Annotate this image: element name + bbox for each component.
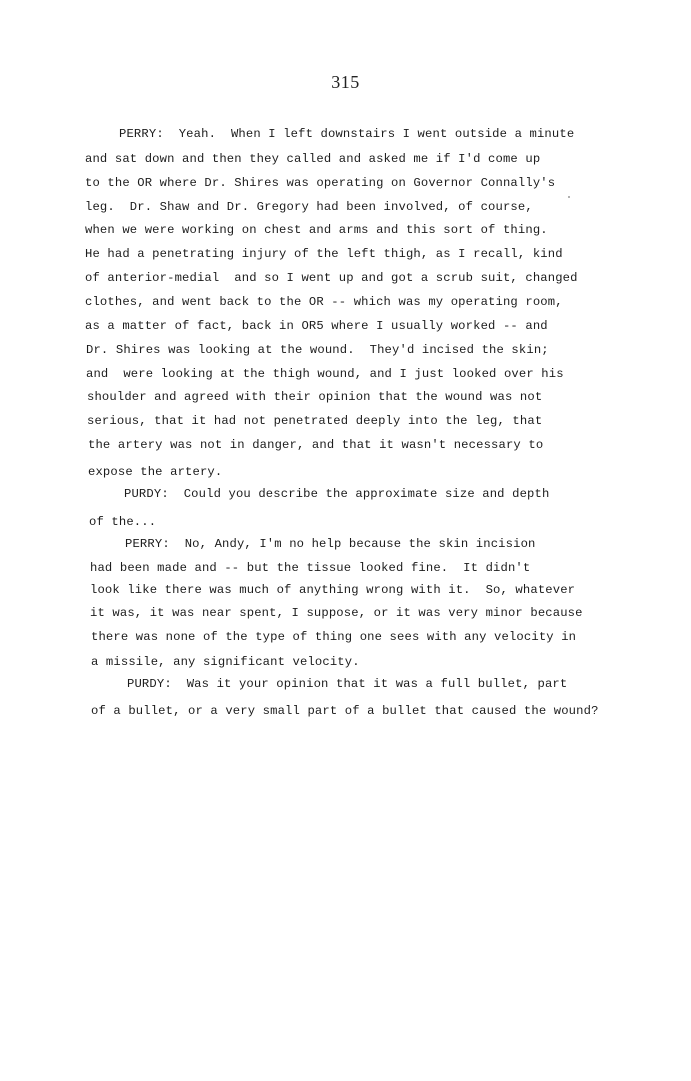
text-line-9: as a matter of fact, back in OR5 where I usually worked -- and <box>85 319 548 333</box>
scan-speck <box>568 196 570 198</box>
text-line-15: expose the artery. <box>88 465 223 479</box>
text-line-5: when we were working on chest and arms and this sort of thing. <box>85 223 548 237</box>
text-line-8: clothes, and went back to the OR -- which was my operating room, <box>85 295 563 309</box>
text-line-6: He had a penetrating injury of the left thigh, as I recall, kind <box>85 247 563 261</box>
text-line-3: to the OR where Dr. Shires was operating on Governor Connally's <box>85 176 556 190</box>
text-line-17: of the... <box>89 515 157 529</box>
text-line-16: PURDY: Could you describe the approximate size and depth <box>124 487 550 501</box>
text-line-14: the artery was not in danger, and that it wasn't necessary to <box>88 438 544 452</box>
text-line-12: shoulder and agreed with their opinion that the wound was not <box>87 390 543 404</box>
page-number: 315 <box>331 72 360 92</box>
text-line-19: had been made and -- but the tissue looked fine. It didn't <box>90 561 531 575</box>
text-line-21: it was, it was near spent, I suppose, or it was very minor because <box>90 606 583 620</box>
text-line-20: look like there was much of anything wrong with it. So, whatever <box>90 583 576 597</box>
text-line-1: PERRY: Yeah. When I left downstairs I went outside a minute <box>119 127 575 141</box>
text-line-7: of anterior-medial and so I went up and got a scrub suit, changed <box>85 271 578 285</box>
text-line-4: leg. Dr. Shaw and Dr. Gregory had been involved, of course, <box>85 200 533 214</box>
text-line-18: PERRY: No, Andy, I'm no help because the skin incision <box>125 537 536 551</box>
text-line-24: PURDY: Was it your opinion that it was a full bullet, part <box>127 677 568 691</box>
text-line-23: a missile, any significant velocity. <box>91 655 360 669</box>
text-line-25: of a bullet, or a very small part of a bullet that caused the wound? <box>91 704 599 718</box>
text-line-2: and sat down and then they called and asked me if I'd come up <box>85 152 541 166</box>
text-line-11: and were looking at the thigh wound, and I just looked over his <box>86 367 564 381</box>
text-line-22: there was none of the type of thing one sees with any velocity in <box>91 630 577 644</box>
text-line-10: Dr. Shires was looking at the wound. They'd incised the skin; <box>86 343 549 357</box>
text-line-13: serious, that it had not penetrated deeply into the leg, that <box>87 414 543 428</box>
